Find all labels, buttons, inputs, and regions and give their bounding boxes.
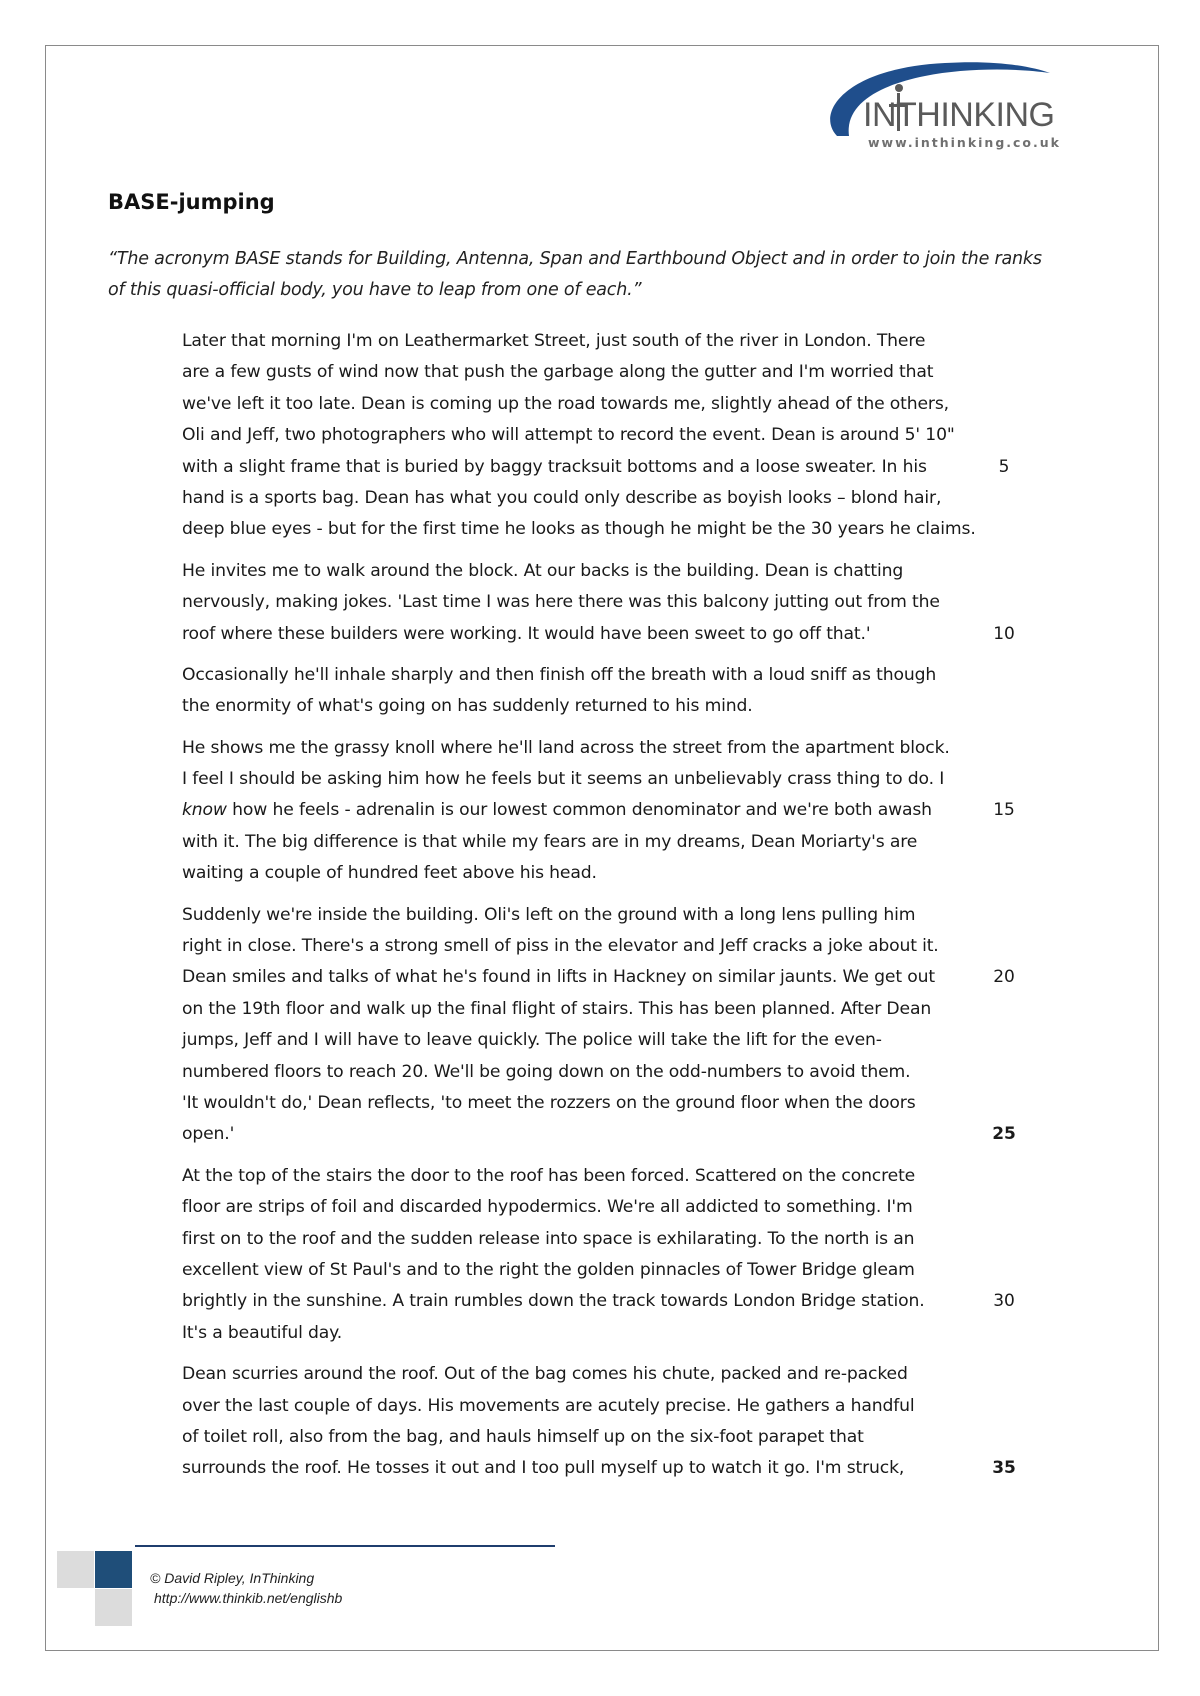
line-text: right in close. There's a strong smell of piss in the elevator and Jeff cracks a joke about it.: [182, 936, 939, 957]
line-number: [976, 994, 1032, 1025]
line-number: [976, 389, 1032, 420]
line-text: excellent view of St Paul's and to the right the golden pinnacles of Tower Bridge gleam: [182, 1259, 915, 1280]
text-line: [182, 587, 1032, 618]
text-line: [182, 420, 1032, 451]
text-line: [182, 1057, 1032, 1088]
text-line: [182, 994, 1032, 1025]
line-text: first on to the roof and the sudden release into space is exhilarating. To the north is an: [182, 1228, 915, 1249]
line-text: floor are strips of foil and discarded hypodermics. We're all addicted to something. I'm: [182, 1197, 913, 1218]
line-text: with a slight frame that is buried by baggy tracksuit bottoms and a loose sweater. In his: [182, 456, 927, 477]
line-text: [182, 795, 976, 826]
footer-copyright: © David Ripley, InThinking: [150, 1570, 315, 1586]
text-line: [182, 514, 1032, 545]
paragraph: [182, 326, 1032, 546]
page-title: BASE-jumping: [108, 190, 275, 214]
line-text: Later that morning I'm on Leathermarket Street, just south of the river in London. There: [182, 331, 926, 351]
line-text: are a few gusts of wind now that push the garbage along the gutter and I'm worried that: [182, 362, 934, 383]
line-number: [976, 827, 1032, 858]
text-line: [182, 858, 1032, 889]
line-text: deep blue eyes - but for the first time he looks as though he might be the 30 years he claims.: [182, 519, 976, 540]
line-number: [976, 1057, 1032, 1088]
line-text: nervously, making jokes. 'Last time I was here there was this balcony jutting out from the: [182, 592, 940, 613]
text-line: [182, 827, 1032, 858]
line-text: jumps, Jeff and I will have to leave quickly. The police will take the lift for the even-: [182, 1030, 882, 1051]
line-number: [976, 858, 1032, 889]
paragraph: [182, 900, 1032, 1151]
text-line: [182, 691, 1032, 722]
line-text: It's a beautiful day.: [182, 1322, 343, 1343]
text-line: [182, 1391, 1032, 1422]
line-number: 30: [993, 1291, 1015, 1312]
line-number: [976, 1391, 1032, 1422]
line-number: [976, 1088, 1032, 1119]
line-text: on the 19th floor and walk up the final flight of stairs. This has been planned. After Dean: [182, 998, 932, 1019]
emphasized-word: know: [182, 800, 227, 821]
paragraph: [182, 1359, 1032, 1485]
text-line: [182, 795, 1032, 826]
line-number: [976, 691, 1032, 722]
text-line: [182, 1192, 1032, 1223]
line-number: [976, 660, 1032, 691]
line-number: 35: [992, 1458, 1016, 1479]
line-number: [976, 326, 1032, 357]
line-number: 5: [998, 456, 1010, 477]
line-number: [976, 556, 1032, 587]
text-line: [182, 1025, 1032, 1056]
logo-url: www.inthinking.co.uk: [868, 135, 1061, 150]
footer-rule: [135, 1545, 555, 1547]
line-text: At the top of the stairs the door to the roof has been forced. Scattered on the concrete: [182, 1165, 916, 1186]
line-text: roof where these builders were working. It would have been sweet to go off that.': [182, 623, 871, 644]
line-number: 20: [993, 967, 1015, 988]
line-number: [976, 357, 1032, 388]
text-line: [182, 1224, 1032, 1255]
line-text-rest: how he feels - adrenalin is our lowest common denominator and we're both awash: [226, 800, 932, 821]
text-line: [182, 326, 1032, 357]
text-line: [182, 1088, 1032, 1119]
line-text: with it. The big difference is that while my fears are in my dreams, Dean Moriarty's are: [182, 831, 918, 852]
text-line: [182, 931, 1032, 962]
line-text: over the last couple of days. His movements are acutely precise. He gathers a handful: [182, 1395, 915, 1416]
text-line: [182, 357, 1032, 388]
text-line: [182, 1286, 1032, 1317]
line-number: [976, 587, 1032, 618]
line-number: [976, 1359, 1032, 1390]
text-line: [182, 962, 1032, 993]
text-line: [182, 900, 1032, 931]
article-body: [182, 326, 1032, 1495]
text-line: [182, 1255, 1032, 1286]
line-number: [976, 514, 1032, 545]
paragraph: [182, 660, 1032, 723]
line-text: the enormity of what's going on has suddenly returned to his mind.: [182, 696, 753, 717]
line-number: 15: [993, 800, 1015, 821]
text-line: [182, 452, 1032, 483]
paragraph: [182, 1161, 1032, 1349]
epigraph: [108, 244, 1108, 306]
line-text: Dean smiles and talks of what he's found in lifts in Hackney on similar jaunts. We get out: [182, 967, 935, 988]
line-text: waiting a couple of hundred feet above his head.: [182, 863, 597, 884]
footer-url: http://www.thinkib.net/englishb: [154, 1590, 343, 1606]
footer-square-light: [95, 1589, 132, 1626]
line-number: [976, 483, 1032, 514]
line-text: Suddenly we're inside the building. Oli's left on the ground with a long lens pulling him: [182, 904, 916, 925]
text-line: [182, 556, 1032, 587]
text-line: [182, 660, 1032, 691]
footer-square-dark: [95, 1551, 132, 1588]
line-text: He invites me to walk around the block. At our backs is the building. Dean is chatting: [182, 560, 904, 581]
line-number: [976, 1422, 1032, 1453]
line-text: He shows me the grassy knoll where he'll land across the street from the apartment block.: [182, 737, 950, 758]
line-text: we've left it too late. Dean is coming up the road towards me, slightly ahead of the others,: [182, 393, 949, 414]
epigraph-line: of this quasi-official body, you have to leap from one of each.”: [108, 280, 642, 300]
line-text: hand is a sports bag. Dean has what you could only describe as boyish looks – blond hair,: [182, 487, 942, 508]
text-line: [182, 1318, 1032, 1349]
line-text: Dean scurries around the roof. Out of the bag comes his chute, packed and re-packed: [182, 1364, 908, 1385]
text-line: [182, 1119, 1032, 1150]
line-text: brightly in the sunshine. A train rumbles down the track towards London Bridge station.: [182, 1291, 925, 1312]
line-number: [976, 931, 1032, 962]
line-number: 10: [993, 623, 1015, 644]
text-line: [182, 1422, 1032, 1453]
line-number: [976, 420, 1032, 451]
line-number: [976, 1192, 1032, 1223]
line-text: I feel I should be asking him how he feels but it seems an unbelievably crass thing to do. I: [182, 769, 945, 790]
line-text: of toilet roll, also from the bag, and hauls himself up on the six-foot parapet that: [182, 1426, 864, 1447]
text-line: [182, 764, 1032, 795]
line-number: [976, 764, 1032, 795]
line-number: [976, 733, 1032, 764]
text-line: [182, 733, 1032, 764]
line-number: [976, 1161, 1032, 1192]
inthinking-logo: [815, 58, 1061, 158]
text-line: [182, 1161, 1032, 1192]
text-line: [182, 483, 1032, 514]
text-line: [182, 1359, 1032, 1390]
line-number: [976, 1255, 1032, 1286]
paragraph: [182, 556, 1032, 650]
line-text: 'It wouldn't do,' Dean reflects, 'to meet the rozzers on the ground floor when the doors: [182, 1092, 916, 1113]
line-text: open.': [182, 1124, 235, 1145]
footer-square-light: [57, 1551, 94, 1588]
line-number: [976, 1025, 1032, 1056]
logo-wordmark: INTHINKING: [863, 96, 1055, 134]
line-number: [976, 1318, 1032, 1349]
text-line: [182, 619, 1032, 650]
epigraph-line: “The acronym BASE stands for Building, Antenna, Span and Earthbound Object and in order to join the ranks: [108, 249, 1042, 269]
line-number: [976, 1224, 1032, 1255]
text-line: [182, 389, 1032, 420]
line-text: surrounds the roof. He tosses it out and I too pull myself up to watch it go. I'm struck,: [182, 1458, 905, 1479]
line-text: numbered floors to reach 20. We'll be going down on the odd-numbers to avoid them.: [182, 1061, 911, 1082]
line-number: [976, 900, 1032, 931]
paragraph: [182, 733, 1032, 890]
line-text: Oli and Jeff, two photographers who will attempt to record the event. Dean is around 5' 10": [182, 425, 955, 446]
text-line: [182, 1453, 1032, 1484]
line-number: 25: [992, 1124, 1016, 1145]
line-text: Occasionally he'll inhale sharply and then finish off the breath with a loud sniff as though: [182, 664, 937, 685]
